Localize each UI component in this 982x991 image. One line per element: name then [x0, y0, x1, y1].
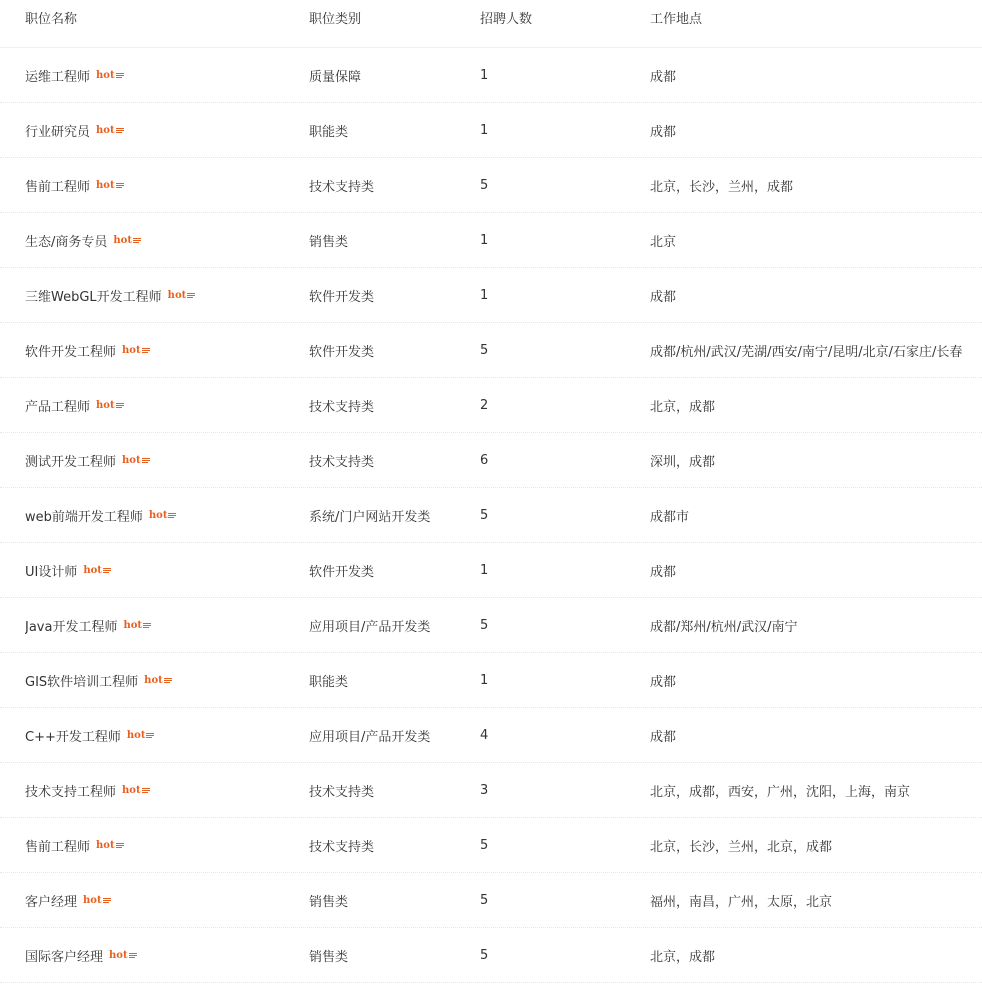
job-title-cell [25, 818, 124, 872]
table-row[interactable] [0, 763, 982, 818]
hot-lines-icon [103, 898, 111, 904]
hot-label: hot [167, 289, 187, 301]
job-title-link[interactable]: 售前工程师 [25, 179, 91, 195]
hot-badge [96, 400, 124, 411]
job-location: 北京，长沙，兰州，成都 [650, 179, 794, 195]
hot-label: hot [96, 839, 115, 851]
job-title-cell [25, 653, 172, 707]
job-location: 北京，长沙，兰州，北京，成都 [650, 839, 833, 855]
table-row[interactable] [0, 488, 982, 543]
job-title-cell [25, 763, 150, 817]
job-title-link[interactable]: GIS软件培训工程师 [25, 674, 139, 690]
hot-lines-icon [129, 953, 137, 959]
hot-badge [149, 510, 177, 521]
hot-lines-icon [146, 733, 154, 739]
header-location: 工作地点 [650, 12, 703, 27]
job-title-cell [25, 873, 111, 927]
job-title-link[interactable]: 软件开发工程师 [25, 344, 117, 360]
header-title: 职位名称 [25, 12, 78, 27]
hot-badge [127, 730, 155, 741]
job-category: 技术支持类 [309, 399, 375, 415]
job-count: 6 [480, 452, 489, 468]
hot-lines-icon [164, 678, 172, 684]
job-location: 成都市 [650, 509, 690, 525]
job-title-link[interactable]: 售前工程师 [25, 839, 91, 855]
hot-label: hot [83, 894, 102, 906]
job-location: 福州，南昌，广州，太原，北京 [650, 894, 833, 910]
job-location: 成都 [650, 564, 677, 580]
hot-badge [144, 675, 172, 686]
hot-label: hot [83, 564, 102, 576]
job-category: 职能类 [309, 124, 349, 140]
job-title-cell [25, 323, 150, 377]
job-title-link[interactable]: 生态/商务专员 [25, 234, 108, 250]
hot-label: hot [96, 179, 115, 191]
hot-badge [83, 565, 111, 576]
job-location: 北京，成都 [650, 399, 716, 415]
hot-badge [96, 125, 124, 136]
job-title-cell [25, 268, 195, 322]
hot-lines-icon [142, 788, 150, 794]
job-location: 深圳，成都 [650, 454, 716, 470]
job-count: 3 [480, 782, 489, 798]
hot-badge [122, 345, 150, 356]
job-category: 应用项目/产品开发类 [309, 619, 431, 635]
job-category: 技术支持类 [309, 839, 375, 855]
hot-lines-icon [116, 128, 124, 134]
job-count: 1 [480, 287, 489, 303]
job-category: 软件开发类 [309, 289, 375, 305]
hot-badge [122, 785, 150, 796]
job-category: 技术支持类 [309, 454, 375, 470]
job-location: 成都 [650, 674, 677, 690]
job-category: 应用项目/产品开发类 [309, 729, 431, 745]
hot-label: hot [123, 619, 143, 631]
job-title-cell [25, 433, 150, 487]
job-count: 1 [480, 562, 489, 578]
hot-label: hot [148, 509, 168, 521]
hot-label: hot [113, 234, 132, 246]
job-count: 5 [480, 947, 489, 963]
hot-label: hot [122, 454, 141, 466]
job-category: 软件开发类 [309, 564, 375, 580]
job-location: 成都 [650, 124, 677, 140]
job-title-cell [25, 928, 137, 982]
table-row[interactable] [0, 928, 982, 983]
job-title-link[interactable]: C++开发工程师 [25, 729, 121, 745]
table-row[interactable] [0, 543, 982, 598]
table-row[interactable] [0, 653, 982, 708]
hot-lines-icon [133, 238, 141, 244]
job-count: 2 [480, 397, 489, 413]
hot-badge [96, 70, 124, 81]
job-title-link[interactable]: 行业研究员 [25, 124, 91, 140]
job-location: 北京，成都 [650, 949, 716, 965]
job-title-link[interactable]: 产品工程师 [25, 399, 91, 415]
job-category: 销售类 [309, 234, 349, 250]
job-category: 质量保障 [309, 69, 362, 85]
table-row[interactable] [0, 433, 982, 488]
header-count: 招聘人数 [480, 12, 533, 27]
job-count: 1 [480, 67, 489, 83]
job-title-cell [25, 488, 176, 542]
hot-label: hot [96, 399, 115, 411]
table-row[interactable] [0, 213, 982, 268]
job-count: 5 [480, 892, 489, 908]
job-title-link[interactable]: 测试开发工程师 [25, 454, 117, 470]
hot-badge [113, 235, 141, 246]
hot-lines-icon [116, 73, 124, 79]
hot-badge [122, 455, 150, 466]
hot-badge [109, 950, 137, 961]
job-category: 职能类 [309, 674, 349, 690]
job-location: 成都 [650, 69, 677, 85]
hot-badge [123, 620, 151, 631]
job-count: 5 [480, 837, 489, 853]
job-title-link[interactable]: 三维WebGL开发工程师 [25, 289, 162, 305]
hot-badge [168, 290, 196, 301]
table-row[interactable] [0, 708, 982, 763]
job-count: 1 [480, 232, 489, 248]
job-title-link[interactable]: 技术支持工程师 [25, 784, 117, 800]
hot-badge [96, 840, 124, 851]
job-title-cell [25, 378, 124, 432]
job-category: 软件开发类 [309, 344, 375, 360]
job-title-link[interactable]: web前端开发工程师 [25, 509, 143, 525]
job-category: 销售类 [309, 894, 349, 910]
job-count: 5 [480, 177, 489, 193]
table-row[interactable] [0, 873, 982, 928]
job-title-cell [25, 103, 124, 157]
job-title-cell [25, 158, 124, 212]
job-location: 成都/郑州/杭州/武汉/南宁 [650, 619, 798, 635]
job-count: 1 [480, 672, 489, 688]
job-title-cell [25, 543, 111, 597]
job-count: 1 [480, 122, 489, 138]
job-title-link[interactable]: UI设计师 [25, 564, 78, 580]
hot-badge [96, 180, 124, 191]
table-row[interactable] [0, 103, 982, 158]
header-category: 职位类别 [309, 12, 362, 27]
job-count: 5 [480, 617, 489, 633]
job-count: 5 [480, 342, 489, 358]
table-row[interactable] [0, 268, 982, 323]
job-location: 成都/杭州/武汉/芜湖/西安/南宁/昆明/北京/石家庄/长春 [650, 344, 963, 360]
job-title-cell [25, 598, 151, 652]
hot-lines-icon [116, 843, 124, 849]
job-location: 成都 [650, 289, 677, 305]
hot-label: hot [126, 729, 146, 741]
hot-label: hot [122, 784, 141, 796]
hot-lines-icon [116, 183, 124, 189]
job-category: 销售类 [309, 949, 349, 965]
hot-label: hot [122, 344, 141, 356]
hot-badge [83, 895, 111, 906]
table-row[interactable] [0, 158, 982, 213]
job-title-cell [25, 213, 141, 267]
hot-lines-icon [187, 293, 195, 299]
table-row[interactable] [0, 818, 982, 873]
hot-lines-icon [142, 458, 150, 464]
table-header [0, 0, 982, 48]
job-location: 北京 [650, 234, 677, 250]
job-title-link[interactable]: 客户经理 [25, 894, 78, 910]
hot-label: hot [96, 124, 115, 136]
table-row[interactable] [0, 378, 982, 433]
job-category: 系统/门户网站开发类 [309, 509, 431, 525]
table-row[interactable] [0, 48, 982, 103]
table-body [0, 48, 982, 983]
job-title-link[interactable]: 运维工程师 [25, 69, 91, 85]
job-category: 技术支持类 [309, 784, 375, 800]
hot-lines-icon [142, 348, 150, 354]
job-title-cell [25, 708, 154, 762]
hot-label: hot [144, 674, 163, 686]
table-row[interactable] [0, 598, 982, 653]
hot-lines-icon [168, 513, 176, 519]
job-location: 成都 [650, 729, 677, 745]
hot-lines-icon [143, 623, 151, 629]
job-title-link[interactable]: 国际客户经理 [25, 949, 104, 965]
job-location: 北京，成都，西安，广州，沈阳，上海，南京 [650, 784, 911, 800]
table-row[interactable] [0, 323, 982, 378]
hot-label: hot [109, 949, 128, 961]
hot-label: hot [96, 69, 115, 81]
job-count: 4 [480, 727, 489, 743]
hot-lines-icon [116, 403, 124, 409]
job-title-link[interactable]: Java开发工程师 [25, 619, 118, 635]
hot-lines-icon [103, 568, 111, 574]
job-count: 5 [480, 507, 489, 523]
job-title-cell [25, 48, 124, 102]
job-category: 技术支持类 [309, 179, 375, 195]
